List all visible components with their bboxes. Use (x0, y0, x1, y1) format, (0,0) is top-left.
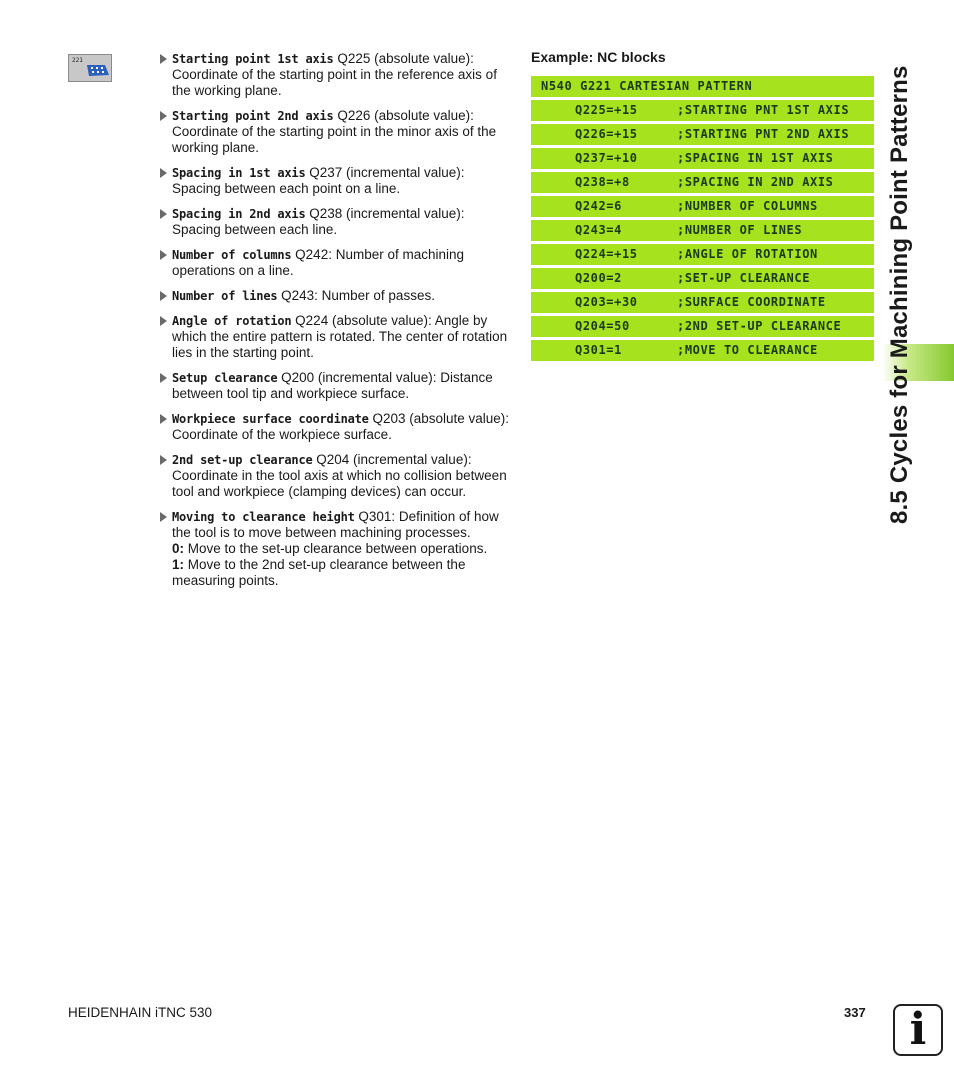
option-text: Move to the set-up clearance between operations. (184, 541, 488, 556)
parameter-item (158, 108, 516, 156)
parameter-list (158, 51, 516, 598)
nc-row (531, 100, 874, 121)
parameter-description: Q242: Number of machining operations on a line. (172, 247, 465, 278)
side-chapter-title: 8.5 Cycles for Machining Point Patterns (886, 65, 913, 524)
option-text: Move to the 2nd set-up clearance between the measuring points. (172, 557, 466, 588)
nc-parameter: Q200=2 (575, 271, 622, 285)
parameter-item (158, 165, 516, 197)
nc-parameter: Q203=+30 (575, 295, 638, 309)
option-key: 0: (172, 541, 185, 556)
nc-comment: ;MOVE TO CLEARANCE (677, 343, 818, 357)
nc-row (531, 268, 874, 289)
parameter-description: Q204 (incremental value): Coordinate in the tool axis at which no collision between tool and workpiece (clamping devices) can occur. (172, 452, 507, 499)
nc-parameter: Q238=+8 (575, 175, 630, 189)
parameter-option (172, 557, 516, 589)
nc-parameter: Q242=6 (575, 199, 622, 213)
parameter-description: Q226 (absolute value): Coordinate of the starting point in the minor axis of the working plane. (172, 108, 497, 155)
parameter-keyword: Angle of rotation (172, 314, 292, 328)
nc-comment: ;SPACING IN 1ST AXIS (677, 151, 834, 165)
bullet-triangle-icon (160, 54, 167, 64)
parameter-item (158, 288, 516, 304)
nc-comment: ;STARTING PNT 2ND AXIS (677, 127, 850, 141)
nc-comment: ;ANGLE OF ROTATION (677, 247, 818, 261)
parameter-item (158, 51, 516, 99)
cycle-221-icon (68, 54, 112, 82)
parameter-keyword: Number of lines (172, 289, 278, 303)
nc-comment: ;SURFACE COORDINATE (677, 295, 826, 309)
option-key: 1: (172, 557, 185, 572)
nc-parameter: Q204=50 (575, 319, 630, 333)
nc-header: N540 G221 CARTESIAN PATTERN (541, 79, 753, 93)
nc-parameter: Q224=+15 (575, 247, 638, 261)
nc-block-listing (531, 76, 874, 364)
bullet-triangle-icon (160, 250, 167, 260)
nc-row (531, 292, 874, 313)
nc-parameter: Q301=1 (575, 343, 622, 357)
parameter-item (158, 509, 516, 589)
bullet-triangle-icon (160, 414, 167, 424)
parameter-description: Q225 (absolute value): Coordinate of the starting point in the reference axis of the working plane. (172, 51, 497, 98)
nc-comment: ;SET-UP CLEARANCE (677, 271, 811, 285)
parameter-item (158, 313, 516, 361)
parameter-description: Q237 (incremental value): Spacing between each point on a line. (172, 165, 465, 196)
parameter-description: Q203 (absolute value): Coordinate of the workpiece surface. (172, 411, 510, 442)
pattern-icon (69, 55, 113, 83)
nc-row (531, 148, 874, 169)
parameter-description: Q301: Definition of how the tool is to move between machining processes. (172, 509, 499, 540)
parameter-keyword: Moving to clearance height (172, 510, 355, 524)
nc-comment: ;2ND SET-UP CLEARANCE (677, 319, 842, 333)
parameter-keyword: Starting point 1st axis (172, 52, 334, 66)
parameter-item (158, 247, 516, 279)
info-icon: i (893, 1004, 943, 1056)
bullet-triangle-icon (160, 291, 167, 301)
parameter-item (158, 370, 516, 402)
nc-comment: ;NUMBER OF COLUMNS (677, 199, 818, 213)
nc-parameter: Q237=+10 (575, 151, 638, 165)
nc-row (531, 220, 874, 241)
parameter-keyword: Starting point 2nd axis (172, 109, 334, 123)
parameter-description: Q238 (incremental value): Spacing between each line. (172, 206, 465, 237)
nc-row (531, 172, 874, 193)
nc-parameter: Q226=+15 (575, 127, 638, 141)
bullet-triangle-icon (160, 111, 167, 121)
bullet-triangle-icon (160, 316, 167, 326)
example-title: Example: NC blocks (531, 49, 666, 65)
nc-row (531, 340, 874, 361)
parameter-description: Q224 (absolute value): Angle by which the entire pattern is rotated. The center of rotation lies in the starting point. (172, 313, 508, 360)
parameter-description: Q200 (incremental value): Distance between tool tip and workpiece surface. (172, 370, 493, 401)
footer-product: HEIDENHAIN iTNC 530 (68, 1005, 213, 1020)
nc-row (531, 124, 874, 145)
bullet-triangle-icon (160, 209, 167, 219)
nc-row (531, 244, 874, 265)
parameter-keyword: Number of columns (172, 248, 292, 262)
parameter-keyword: Setup clearance (172, 371, 278, 385)
bullet-triangle-icon (160, 373, 167, 383)
nc-row (531, 196, 874, 217)
parameter-keyword: Spacing in 1st axis (172, 166, 306, 180)
parameter-item (158, 411, 516, 443)
parameter-keyword: Spacing in 2nd axis (172, 207, 306, 221)
parameter-option (172, 541, 516, 557)
nc-comment: ;SPACING IN 2ND AXIS (677, 175, 834, 189)
bullet-triangle-icon (160, 168, 167, 178)
page-number: 337 (844, 1005, 866, 1020)
nc-parameter: Q243=4 (575, 223, 622, 237)
nc-parameter: Q225=+15 (575, 103, 638, 117)
bullet-triangle-icon (160, 512, 167, 522)
nc-row (531, 316, 874, 337)
parameter-keyword: Workpiece surface coordinate (172, 412, 369, 426)
nc-comment: ;STARTING PNT 1ST AXIS (677, 103, 850, 117)
parameter-description: Q243: Number of passes. (277, 288, 435, 303)
cycle-number: 221 (72, 57, 83, 64)
parameter-item (158, 452, 516, 500)
bullet-triangle-icon (160, 455, 167, 465)
parameter-item (158, 206, 516, 238)
parameter-keyword: 2nd set-up clearance (172, 453, 313, 467)
nc-comment: ;NUMBER OF LINES (677, 223, 803, 237)
nc-header-row (531, 76, 874, 97)
